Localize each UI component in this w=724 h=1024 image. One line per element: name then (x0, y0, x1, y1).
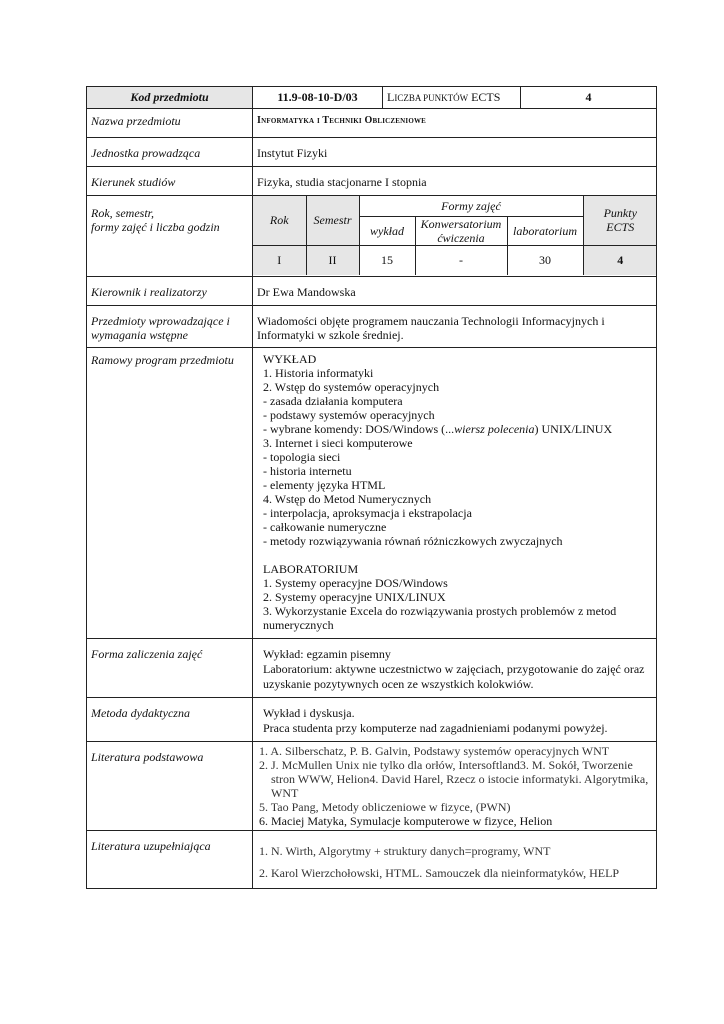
col-konwersatorium: Konwersatorium ćwiczenia (415, 216, 507, 245)
value-konwersatorium: - (415, 245, 507, 275)
method-label: Metoda dydaktyczna (87, 698, 253, 742)
col-wyklad: wykład (359, 216, 415, 245)
col-laboratorium: laboratorium (507, 216, 583, 245)
assessment-label: Forma zaliczenia zajęć (87, 639, 253, 698)
schedule-row (87, 196, 657, 277)
value-rok: I (253, 245, 306, 275)
course-name-label: Nazwa przedmiotu (87, 109, 253, 138)
literature-extra-row (87, 831, 657, 889)
literature-basic-label: Literatura podstawowa (87, 742, 253, 831)
lecturers-row (87, 277, 657, 306)
schedule-table (253, 196, 657, 275)
schedule-cell (253, 196, 657, 277)
value-wyklad: 15 (359, 245, 415, 275)
header-row (87, 87, 657, 109)
literature-extra-label: Literatura uzupełniająca (87, 831, 253, 889)
schedule-label: Rok, semestr, formy zajęć i liczba godzin (87, 196, 253, 277)
value-laboratorium: 30 (507, 245, 583, 275)
field-label: Kierunek studiów (87, 167, 253, 196)
field-value: Fizyka, studia stacjonarne I stopnia (253, 167, 657, 196)
program-line-commands: - wybrane komendy: DOS/Windows (...wiersz polecenia) UNIX/LINUX (263, 422, 613, 436)
col-rok: Rok (253, 196, 306, 245)
lecturers-value: Dr Ewa Mandowska (253, 277, 657, 306)
program-row (87, 348, 657, 639)
code-value: 11.9-08-10-D/03 (253, 87, 383, 109)
unit-label: Jednostka prowadząca (87, 138, 253, 167)
ects-label: LICZBA PUNKTÓW ECTS (383, 87, 521, 109)
program-label: Ramowy program przedmiotu (87, 348, 253, 639)
literature-basic-row (87, 742, 657, 831)
program-content: WYKŁAD 1. Historia informatyki 2. Wstęp do systemów operacyjnych - zasada działania komputera - podstawy systemów operacyjnych - wybrane komendy: DOS/Windows (...wiersz polecenia) UNIX/LINUX 3. Internet i sieci komputerowe - topologia sieci - historia internetu - elementy języka HTML 4. Wstęp do Metod Numerycznych - interpolacja, aproksymacja i ekstrapolacja - całkowanie numeryczne - metody rozwiązywania równań różniczkowych zwyczajnych LABORATORIUM 1. Systemy operacyjne DOS/Windows 2. Systemy operacyjne UNIX/LINUX 3. Wykorzystanie Excela do rozwiązywania prostych problemów z metod numerycznych (253, 348, 657, 639)
method-value: Wykład i dyskusja. Praca studenta przy komputerze nad zagadnieniami podanymi powyżej. (253, 698, 657, 742)
prerequisites-value: Wiadomości objęte programem nauczania Technologii Informacyjnych i Informatyki w szkole średniej. (253, 306, 657, 348)
forms-header: Formy zajęć (359, 196, 583, 216)
literature-extra-value: 1. N. Wirth, Algorytmy + struktury danych=programy, WNT 2. Karol Wierzchołowski, HTML. Samouczek dla nieinformatyków, HELP (253, 831, 657, 889)
course-card-table (86, 86, 657, 889)
method-row (87, 698, 657, 742)
ects-value: 4 (521, 87, 657, 109)
assessment-value: Wykład: egzamin pisemny Laboratorium: aktywne uczestnictwo w zajęciach, przygotowanie do zajęć oraz uzyskanie pozytywnych ocen ze wszystkich kolokwiów. (253, 639, 657, 698)
value-points: 4 (583, 245, 657, 275)
prerequisites-label: Przedmioty wprowadzające i wymagania wstępne (87, 306, 253, 348)
lecturers-label: Kierownik i realizatorzy (87, 277, 253, 306)
course-name-value: Informatyka i Techniki Obliczeniowe (253, 109, 657, 138)
col-points: Punkty ECTS (583, 196, 657, 245)
unit-row (87, 138, 657, 167)
assessment-row (87, 639, 657, 698)
unit-value: Instytut Fizyki (253, 138, 657, 167)
prerequisites-row (87, 306, 657, 348)
course-name-row (87, 109, 657, 138)
col-semestr: Semestr (306, 196, 359, 245)
field-row (87, 167, 657, 196)
code-label: Kod przedmiotu (87, 87, 253, 109)
value-semestr: II (306, 245, 359, 275)
literature-basic-value: 1. A. Silberschatz, P. B. Galvin, Podstawy systemów operacyjnych WNT 2. J. McMullen Unix nie tylko dla orłów, Intersoftland3. M. Sokół, Tworzenie stron WWW, Helion4. David Harel, Rzecz o istocie informatyki. Algorytmika, WNT 5. Tao Pang, Metody obliczeniowe w fizyce, (PWN) 6. Maciej Matyka, Symulacje komputerowe w fizyce, Helion (253, 742, 657, 831)
